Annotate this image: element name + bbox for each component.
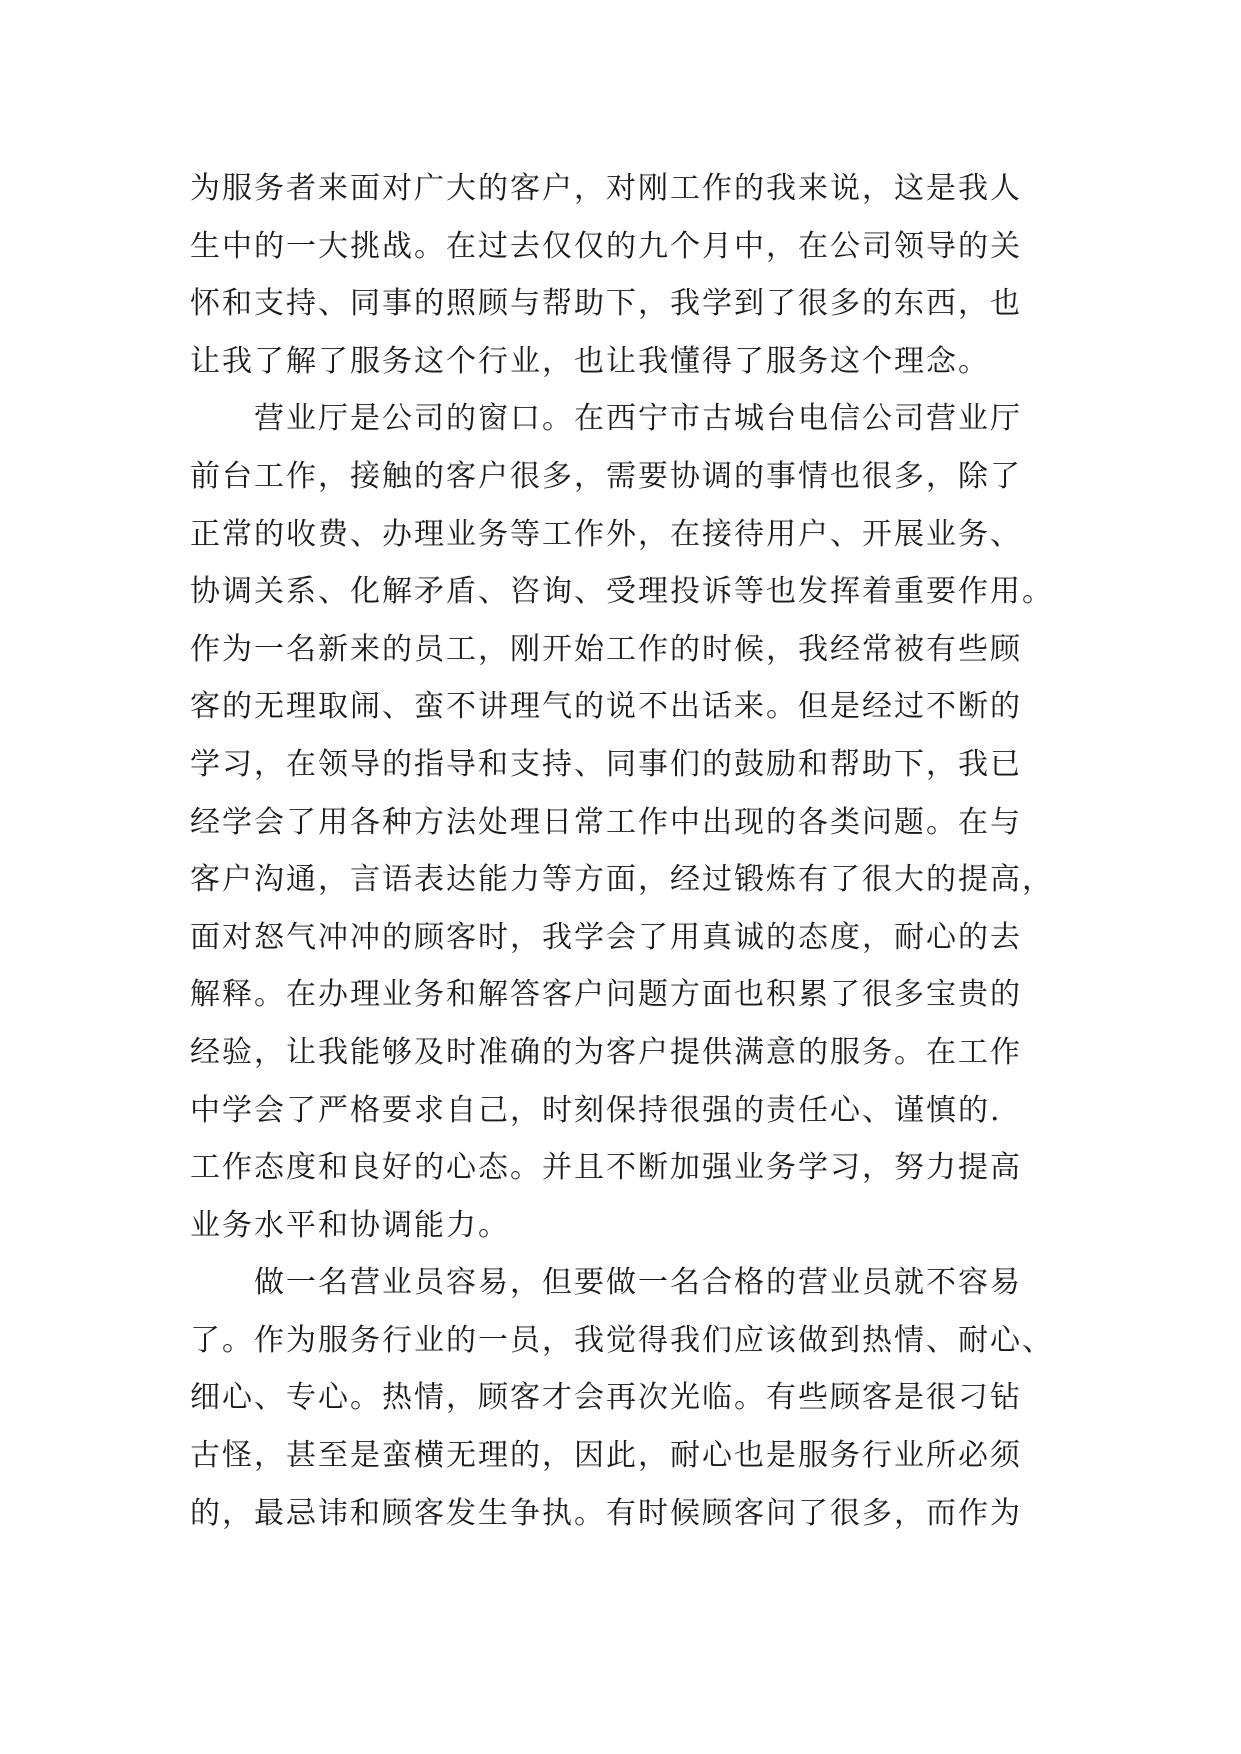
text-line: 业务水平和协调能力。 <box>190 1207 510 1243</box>
text-line: 正常的收费、办理业务等工作外，在接待用户、开展业务、 <box>190 516 1022 552</box>
text-line: 为服务者来面对广大的客户，对刚工作的我来说，这是我人 <box>190 171 1022 206</box>
text-line: 细心、专心。热情，顾客才会再次光临。有些顾客是很刁钻 <box>190 1380 1022 1416</box>
text-line: 经学会了用各种方法处理日常工作中出现的各类问题。在与 <box>190 804 1022 840</box>
text-line: 客户沟通，言语表达能力等方面，经过锻炼有了很大的提高， <box>190 862 1054 898</box>
text-line: 怀和支持、同事的照顾与帮助下，我学到了很多的东西，也 <box>190 286 1022 322</box>
text-line: 古怪，甚至是蛮横无理的，因此，耐心也是服务行业所必须 <box>190 1438 1022 1474</box>
text-line: 前台工作，接触的客户很多，需要协调的事情也很多，除了 <box>190 458 1022 494</box>
text-line: 营业厅是公司的窗口。在西宁市古城台电信公司营业厅 <box>190 401 1022 437</box>
text-line: 了。作为服务行业的一员，我觉得我们应该做到热情、耐心、 <box>190 1322 1054 1358</box>
body-text <box>190 160 1070 1542</box>
text-line: 客的无理取闹、蛮不讲理气的说不出话来。但是经过不断的 <box>190 689 1022 725</box>
text-line: 解释。在办理业务和解答客户问题方面也积累了很多宝贵的 <box>190 977 1022 1013</box>
text-line: 工作态度和良好的心态。并且不断加强业务学习，努力提高 <box>190 1150 1022 1186</box>
text-line: 经验，让我能够及时准确的为客户提供满意的服务。在工作 <box>190 1034 1022 1070</box>
text-line: 做一名营业员容易，但要做一名合格的营业员就不容易 <box>190 1265 1022 1301</box>
text-line: 面对怒气冲冲的顾客时，我学会了用真诚的态度，耐心的去 <box>190 919 1022 955</box>
text-line: 学习，在领导的指导和支持、同事们的鼓励和帮助下，我已 <box>190 746 1022 782</box>
text-line: 生中的一大挑战。在过去仅仅的九个月中，在公司领导的关 <box>190 228 1022 264</box>
text-line: 协调关系、化解矛盾、咨询、受理投诉等也发挥着重要作用。 <box>190 574 1054 610</box>
text-line: 中学会了严格要求自己，时刻保持很强的责任心、谨慎的. <box>190 1092 1002 1128</box>
text-line: 作为一名新来的员工，刚开始工作的时候，我经常被有些顾 <box>190 631 1022 667</box>
text-line: 的，最忌讳和顾客发生争执。有时候顾客问了很多，而作为 <box>190 1495 1022 1531</box>
text-line: 让我了解了服务这个行业，也让我懂得了服务这个理念。 <box>190 343 990 379</box>
